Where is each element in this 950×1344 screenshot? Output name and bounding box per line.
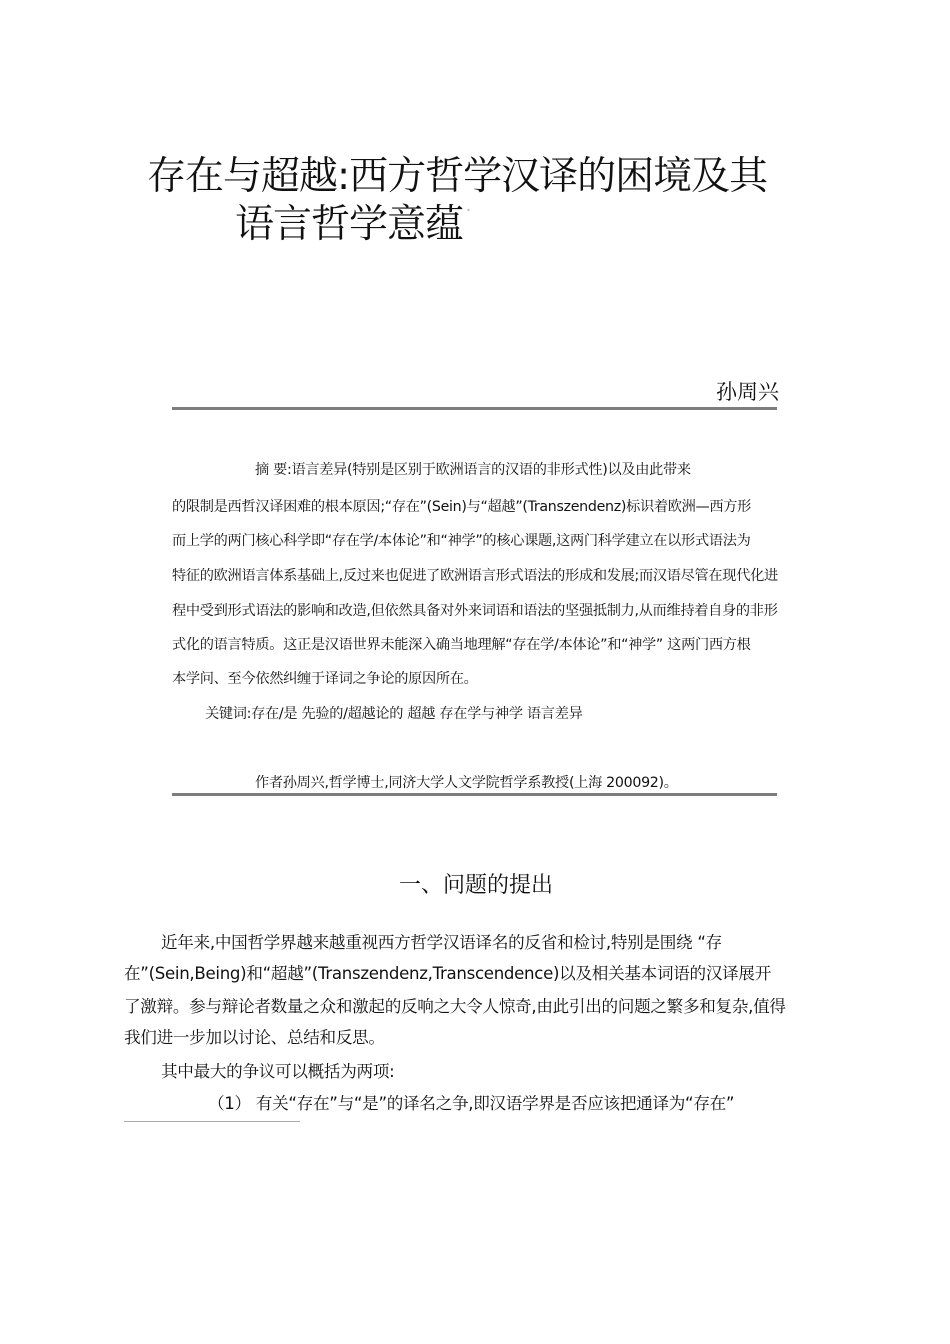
author-name: 孙周兴 (716, 380, 779, 404)
body-line: 近年来,中国哲学界越来越重视西方哲学汉语译名的反省和检讨,特别是围绕 “存 (161, 933, 722, 952)
body-line: 在”(Sein,Being)和“超越”(Transzendenz,Transcendence)以及相关基本词语的汉译展开 (124, 964, 771, 983)
abstract-line: 摘 要:语言差异(特别是区别于欧洲语言的汉语的非形式性)以及由此带来 (255, 462, 691, 478)
body-line: （1） 有关“存在”与“是”的译名之争,即汉语学界是否应该把通译为“存在” (208, 1094, 735, 1113)
header-rule (172, 407, 777, 410)
abstract-line: 程中受到形式语法的影响和改造,但依然具备对外来词语和语法的坚强抵制力,从而维持着自身的非形 (172, 603, 778, 619)
abstract-line: 特征的欧洲语言体系基础上,反过来也促进了欧洲语言形式语法的形成和发展;而汉语尽管在现代化进 (172, 568, 778, 584)
body-line: 了激辩。参与辩论者数量之众和激起的反响之大令人惊奇,由此引出的问题之繁多和复杂,值得 (124, 997, 786, 1016)
body-line: 我们进一步加以讨论、总结和反思。 (124, 1028, 385, 1047)
keywords: 关键词:存在/是 先验的/超越论的 超越 存在学与神学 语言差异 (205, 706, 583, 722)
abstract-line: 式化的语言特质。这正是汉语世界未能深入确当地理解“存在学/本体论”和“神学” 这两门西方根 (172, 637, 751, 653)
body-line: 其中最大的争议可以概括为两项: (161, 1062, 395, 1081)
abstract-line: 而上学的两门核心科学即“存在学/本体论”和“神学”的核心课题,这两门科学建立在以形式语法为 (172, 533, 751, 549)
section-heading: 一、问题的提出 (399, 873, 554, 898)
article-title-line-2-text: 语言哲学意蕴 (235, 202, 464, 247)
abstract-line: 本学问、至今依然纠缠于译词之争论的原因所在。 (172, 671, 478, 687)
article-title-line-1: 存在与超越:西方哲学汉译的困境及其 (147, 154, 768, 199)
title-footnote-mark[interactable]: * (467, 208, 470, 215)
abstract-line: 的限制是西哲汉译困难的根本原因;“存在”(Sein)与“超越”(Transzendenz)标识着欧洲—西方形 (172, 499, 752, 515)
footnote-rule (124, 1121, 300, 1122)
abstract-bottom-rule (172, 793, 777, 796)
author-info: 作者孙周兴,哲学博士,同济大学人文学院哲学系教授(上海 200092)。 (255, 775, 678, 791)
article-title-line-2 (235, 202, 470, 247)
